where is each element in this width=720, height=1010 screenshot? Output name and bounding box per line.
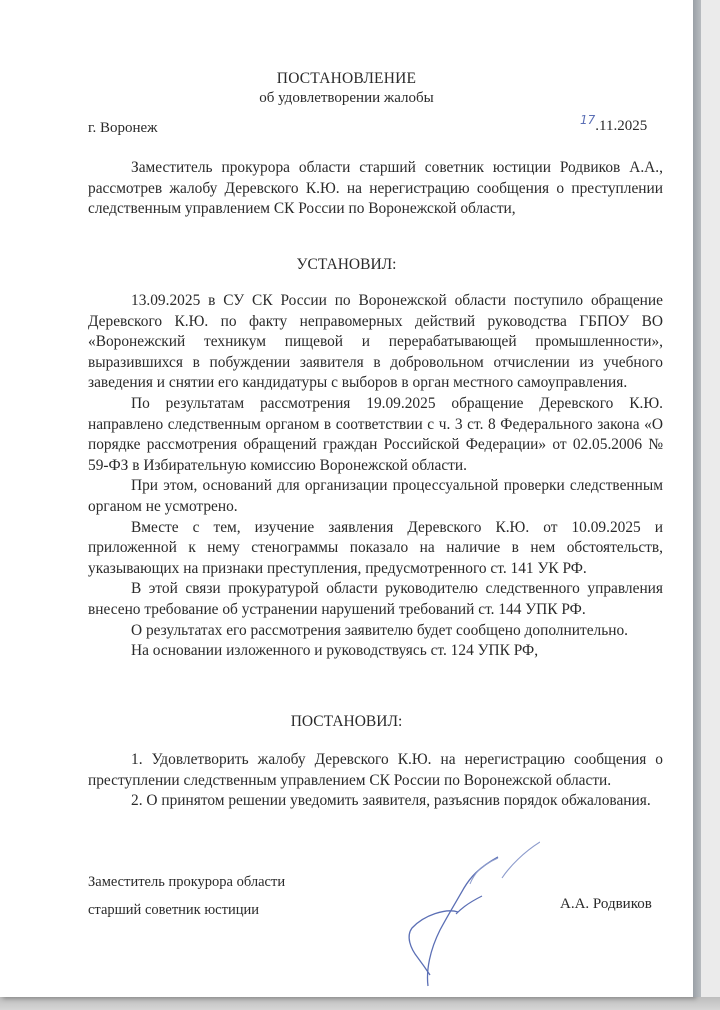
signature-stroke	[428, 857, 499, 986]
background-right	[701, 0, 720, 1010]
established-section	[88, 291, 663, 662]
document-title: ПОСТАНОВЛЕНИЕ	[276, 70, 417, 87]
paragraph: На основании изложенного и руководствуясь ст. 124 УПК РФ,	[131, 642, 539, 660]
signature-stroke	[470, 858, 498, 884]
page-edge	[693, 0, 701, 997]
signature-stroke	[456, 896, 482, 914]
city: г. Воронеж	[88, 120, 158, 136]
handwritten-signature	[400, 830, 540, 1010]
date-handwritten-day: 17	[580, 113, 596, 127]
paragraph: 13.09.2025 в СУ СК России по Воронежской области поступило обращение Деревского К.Ю. по факту неправомерных действий руководства ГБПОУ ВО «Воронежский техникум пищевой и перерабатывающей промышленности», выразившихся в побуждении заявителя в добровольном отчислении из учебного заведения и снятии его кандидатуры с выборов в орган местного самоуправления.	[88, 292, 663, 392]
paragraph: О результатах его рассмотрения заявителю будет сообщено дополнительно.	[131, 621, 628, 639]
intro-paragraph	[88, 158, 663, 220]
signatory-position-2: старший советник юстиции	[88, 902, 259, 918]
resolved-section	[88, 750, 663, 812]
signature-stroke	[409, 911, 458, 975]
document-date	[580, 113, 648, 135]
paragraph: В этой связи прокуратурой области руководителю следственного управления внесено требование об устранении нарушений требований ст. 144 УПК РФ.	[88, 580, 663, 618]
resolved-item: 2. О принятом решении уведомить заявителя, разъяснив порядок обжалования.	[131, 792, 651, 810]
paragraph: Вместе с тем, изучение заявления Деревского К.Ю. от 10.09.2025 и приложенной к нему стенограммы показало на наличие в нем обстоятельств, указывающих на признаки преступления, предусмотренного ст. 141 УК РФ.	[88, 518, 663, 577]
heading-established: УСТАНОВИЛ:	[296, 256, 397, 273]
intro-text: Заместитель прокурора области старший советник юстиции Родвиков А.А., рассмотрев жалобу Деревского К.Ю. на нерегистрацию сообщения о преступлении следственным управлением СК России по Воронежской области,	[88, 159, 663, 218]
paragraph: При этом, оснований для организации процессуальной проверки следственным органом не усмотрено.	[88, 477, 663, 515]
paragraph: По результатам рассмотрения 19.09.2025 обращение Деревского К.Ю. направлено следственным органом в соответствии с ч. 3 ст. 8 Федерального закона «О порядке рассмотрения обращений граждан Российской Федерации» от 02.05.2006 № 59-ФЗ в Избирательную комиссию Воронежской области.	[88, 394, 663, 474]
signatory-position-1: Заместитель прокурора области	[88, 874, 286, 890]
document-subtitle: об удовлетворении жалобы	[259, 90, 434, 106]
heading-resolved: ПОСТАНОВИЛ:	[290, 713, 403, 730]
signatory-name: А.А. Родвиков	[560, 896, 652, 912]
background-bottom	[0, 997, 720, 1010]
signature-stroke	[502, 842, 540, 878]
date-printed: .11.2025	[595, 118, 648, 134]
resolved-item: 1. Удовлетворить жалобу Деревского К.Ю. на нерегистрацию сообщения о преступлении следственным управлением СК России по Воронежской области.	[88, 751, 663, 789]
